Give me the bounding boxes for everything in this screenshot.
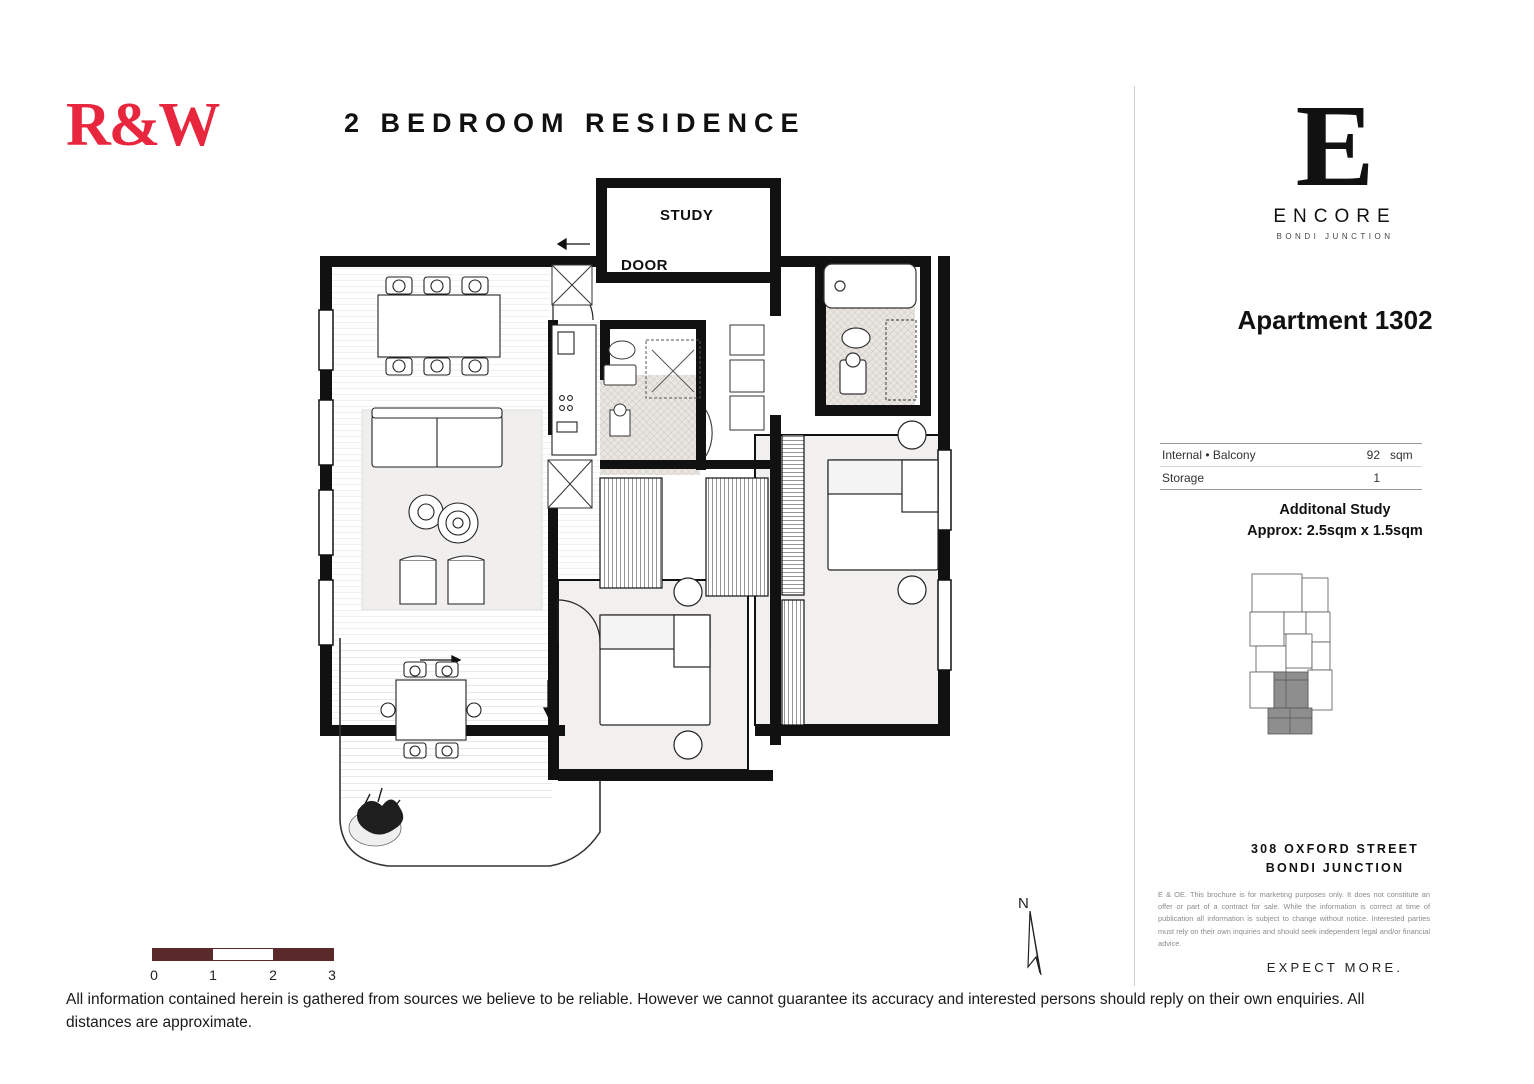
- encore-sub: BONDI JUNCTION: [1276, 232, 1394, 242]
- spec-value-group: [1358, 448, 1418, 462]
- panel-divider: [1134, 86, 1135, 986]
- spec-value: 1: [1373, 471, 1380, 485]
- room-label-door: DOOR: [621, 257, 668, 274]
- address-line1: 308 OXFORD STREET: [1251, 842, 1419, 856]
- scale-tick-0: 0: [150, 967, 158, 983]
- study-note-line2: Approx: 2.5sqm x 1.5sqm: [1247, 523, 1423, 540]
- scale-bar-segments: [152, 948, 334, 961]
- encore-name: ENCORE: [1273, 206, 1397, 228]
- room-label-study: STUDY: [660, 207, 714, 224]
- agency-logo: R&W: [66, 91, 219, 159]
- scale-bar: [152, 948, 334, 985]
- legal-disclaimer-small: E & OE. This brochure is for marketing purposes only. It does not constitute an offer or part of a contract for sale. While the information is correct at time of publication all information is subject to change without notice. Interested parties must rely on their own inquiries and should seek independent legal and/or financial advice.: [1158, 890, 1430, 948]
- address-line2: BONDI JUNCTION: [1265, 860, 1405, 875]
- study-note: [1160, 500, 1510, 542]
- scale-tick-2: 2: [269, 967, 277, 983]
- apartment-title: Apartment 1302: [1237, 305, 1433, 335]
- footer-disclaimer: All information contained herein is gathered from sources we believe to be reliable. However we cannot guarantee its accuracy and interested persons should reply on their own enquiries. All distances are approximate.: [66, 991, 1365, 1032]
- floor-plan-drawing: [300, 160, 980, 920]
- project-address: [1160, 840, 1510, 878]
- scale-segment: [273, 949, 333, 960]
- spec-unit: sqm: [1390, 448, 1413, 462]
- spec-label: Internal • Balcony: [1162, 448, 1256, 462]
- spec-row: [1160, 444, 1422, 467]
- spec-unit: [1390, 471, 1418, 485]
- spec-value: 92: [1366, 448, 1380, 462]
- scale-tick-3: 3: [328, 967, 336, 983]
- study-note-line1: Additonal Study: [1279, 502, 1391, 518]
- scale-tick-1: 1: [209, 967, 217, 983]
- spec-row: [1160, 467, 1422, 489]
- key-plan: [1246, 568, 1338, 748]
- compass: [1010, 895, 1060, 985]
- scale-segment: [213, 949, 273, 960]
- scale-segment: [153, 949, 213, 960]
- page-title: 2 BEDROOM RESIDENCE: [344, 108, 806, 138]
- compass-north-label: N: [1018, 895, 1029, 912]
- spec-value-group: [1358, 471, 1418, 485]
- tagline: EXPECT MORE.: [1266, 960, 1404, 975]
- specs-table: [1160, 443, 1422, 490]
- encore-monogram: E: [1295, 80, 1375, 211]
- scale-ticks: [150, 967, 336, 985]
- spec-label: Storage: [1162, 471, 1205, 485]
- encore-brand-block: [1160, 80, 1510, 242]
